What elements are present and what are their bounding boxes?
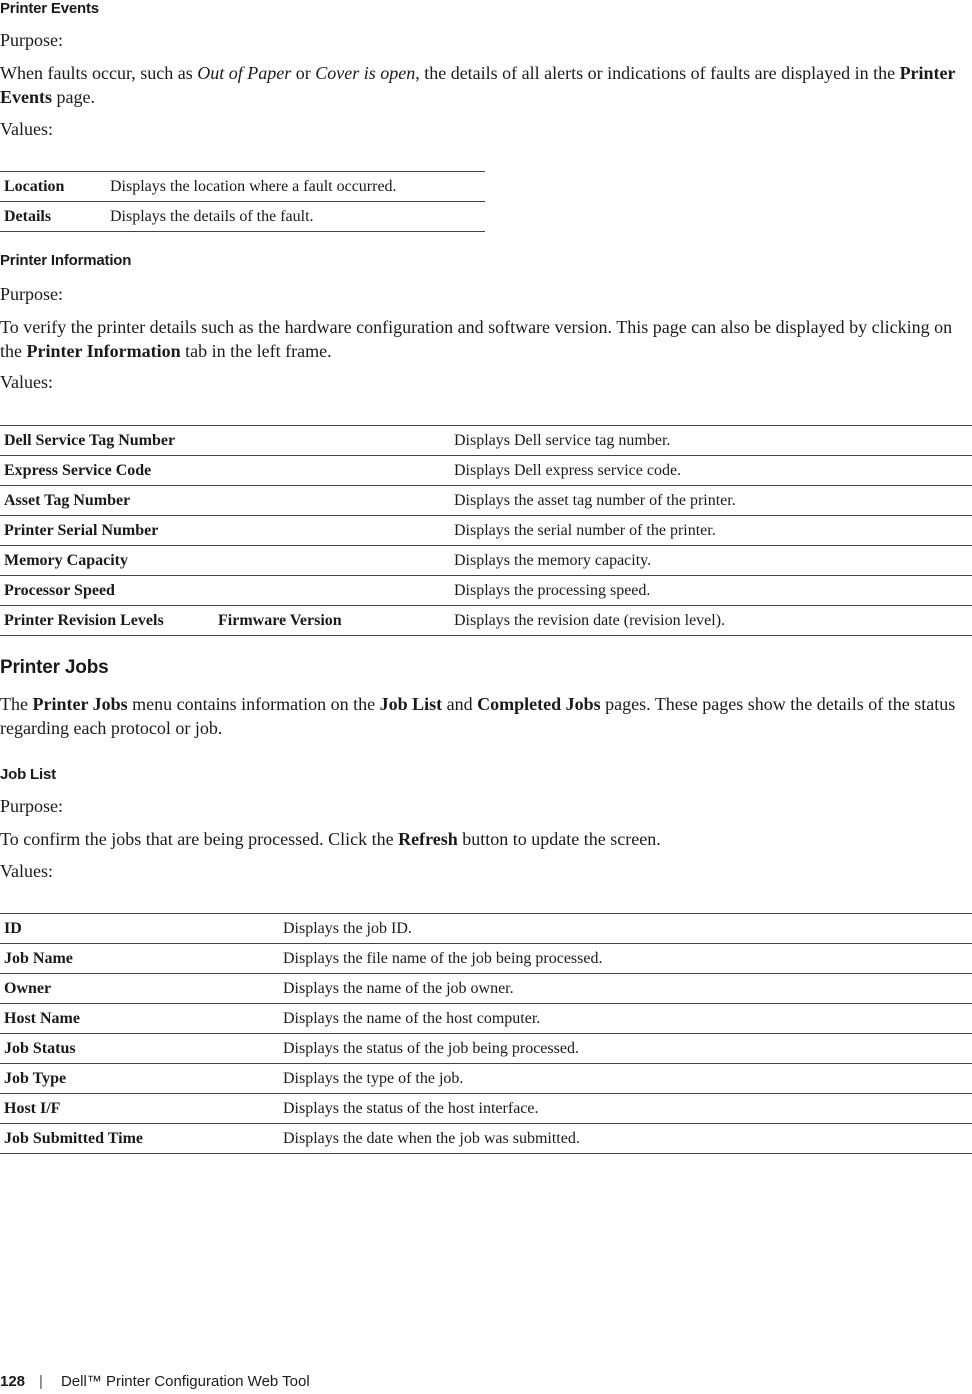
table-row	[0, 606, 972, 636]
printer-information-values-table	[0, 425, 972, 636]
table-row	[0, 546, 972, 576]
table-row	[0, 576, 972, 606]
table-row	[0, 202, 485, 232]
table-row	[0, 516, 972, 546]
printer-information-values-label: Values:	[0, 372, 53, 392]
value-key: Job Status	[0, 1034, 279, 1064]
value-description: Displays the serial number of the printer.	[450, 516, 972, 546]
value-key: Host I/F	[0, 1094, 279, 1124]
value-key: Dell Service Tag Number	[0, 426, 214, 456]
table-row	[0, 1064, 972, 1094]
value-key: Job Type	[0, 1064, 279, 1094]
job-list-values-label: Values:	[0, 861, 53, 881]
value-description: Displays the name of the job owner.	[279, 974, 972, 1004]
value-description: Displays the memory capacity.	[450, 546, 972, 576]
page-number: 128	[0, 1373, 26, 1390]
value-subkey	[214, 456, 450, 486]
table-row	[0, 486, 972, 516]
value-subkey	[214, 426, 450, 456]
table-row	[0, 426, 972, 456]
value-description: Displays the location where a fault occurred.	[106, 172, 485, 202]
value-description: Displays the name of the host computer.	[279, 1004, 972, 1034]
value-subkey	[214, 576, 450, 606]
value-description: Displays the type of the job.	[279, 1064, 972, 1094]
value-description: Displays the processing speed.	[450, 576, 972, 606]
value-key: ID	[0, 914, 279, 944]
value-description: Displays the status of the job being processed.	[279, 1034, 972, 1064]
value-key: Asset Tag Number	[0, 486, 214, 516]
value-description: Displays the status of the host interface.	[279, 1094, 972, 1124]
value-key: Printer Serial Number	[0, 516, 214, 546]
printer-events-purpose-text: When faults occur, such as Out of Paper or Cover is open, the details of all alerts or indications of faults are displayed in the Printer Events page.	[0, 63, 956, 107]
value-description: Displays the asset tag number of the printer.	[450, 486, 972, 516]
table-row	[0, 914, 972, 944]
value-key: Host Name	[0, 1004, 279, 1034]
table-row	[0, 1034, 972, 1064]
value-key: Owner	[0, 974, 279, 1004]
printer-information-heading: Printer Information	[0, 252, 132, 269]
value-key: Printer Revision Levels	[0, 606, 214, 636]
value-subkey	[214, 486, 450, 516]
value-key: Details	[0, 202, 106, 232]
printer-information-purpose-label: Purpose:	[0, 284, 63, 304]
printer-events-values-label: Values:	[0, 119, 53, 139]
job-list-heading: Job List	[0, 766, 56, 783]
printer-jobs-heading: Printer Jobs	[0, 657, 109, 678]
value-description: Displays the file name of the job being processed.	[279, 944, 972, 974]
table-row	[0, 944, 972, 974]
value-description: Displays the details of the fault.	[106, 202, 485, 232]
printer-events-heading: Printer Events	[0, 0, 99, 17]
value-subkey	[214, 546, 450, 576]
job-list-purpose-text: To confirm the jobs that are being processed. Click the Refresh button to update the screen.	[0, 829, 661, 849]
value-description: Displays the revision date (revision level).	[450, 606, 972, 636]
job-list-values-table	[0, 913, 972, 1154]
page-footer	[0, 1373, 310, 1390]
table-row	[0, 1004, 972, 1034]
printer-jobs-description: The Printer Jobs menu contains information on the Job List and Completed Jobs pages. These pages show the details of the status regarding each protocol or job.	[0, 694, 956, 738]
value-key: Memory Capacity	[0, 546, 214, 576]
printer-events-purpose-label: Purpose:	[0, 30, 63, 50]
value-key: Processor Speed	[0, 576, 214, 606]
value-key: Job Name	[0, 944, 279, 974]
footer-separator: |	[39, 1373, 43, 1390]
value-description: Displays Dell service tag number.	[450, 426, 972, 456]
table-row	[0, 456, 972, 486]
value-description: Displays the job ID.	[279, 914, 972, 944]
table-row	[0, 974, 972, 1004]
printer-information-purpose-text: To verify the printer details such as the hardware configuration and software version. This page can also be displayed by clicking on the Printer Information tab in the left frame.	[0, 317, 953, 361]
footer-title: Dell™ Printer Configuration Web Tool	[60, 1373, 310, 1390]
value-key: Location	[0, 172, 106, 202]
value-description: Displays Dell express service code.	[450, 456, 972, 486]
value-subkey: Firmware Version	[214, 606, 450, 636]
job-list-purpose-label: Purpose:	[0, 796, 63, 816]
value-key: Job Submitted Time	[0, 1124, 279, 1154]
table-row	[0, 172, 485, 202]
table-row	[0, 1094, 972, 1124]
printer-events-values-table	[0, 171, 485, 232]
value-description: Displays the date when the job was submitted.	[279, 1124, 972, 1154]
table-row	[0, 1124, 972, 1154]
value-key: Express Service Code	[0, 456, 214, 486]
value-subkey	[214, 516, 450, 546]
